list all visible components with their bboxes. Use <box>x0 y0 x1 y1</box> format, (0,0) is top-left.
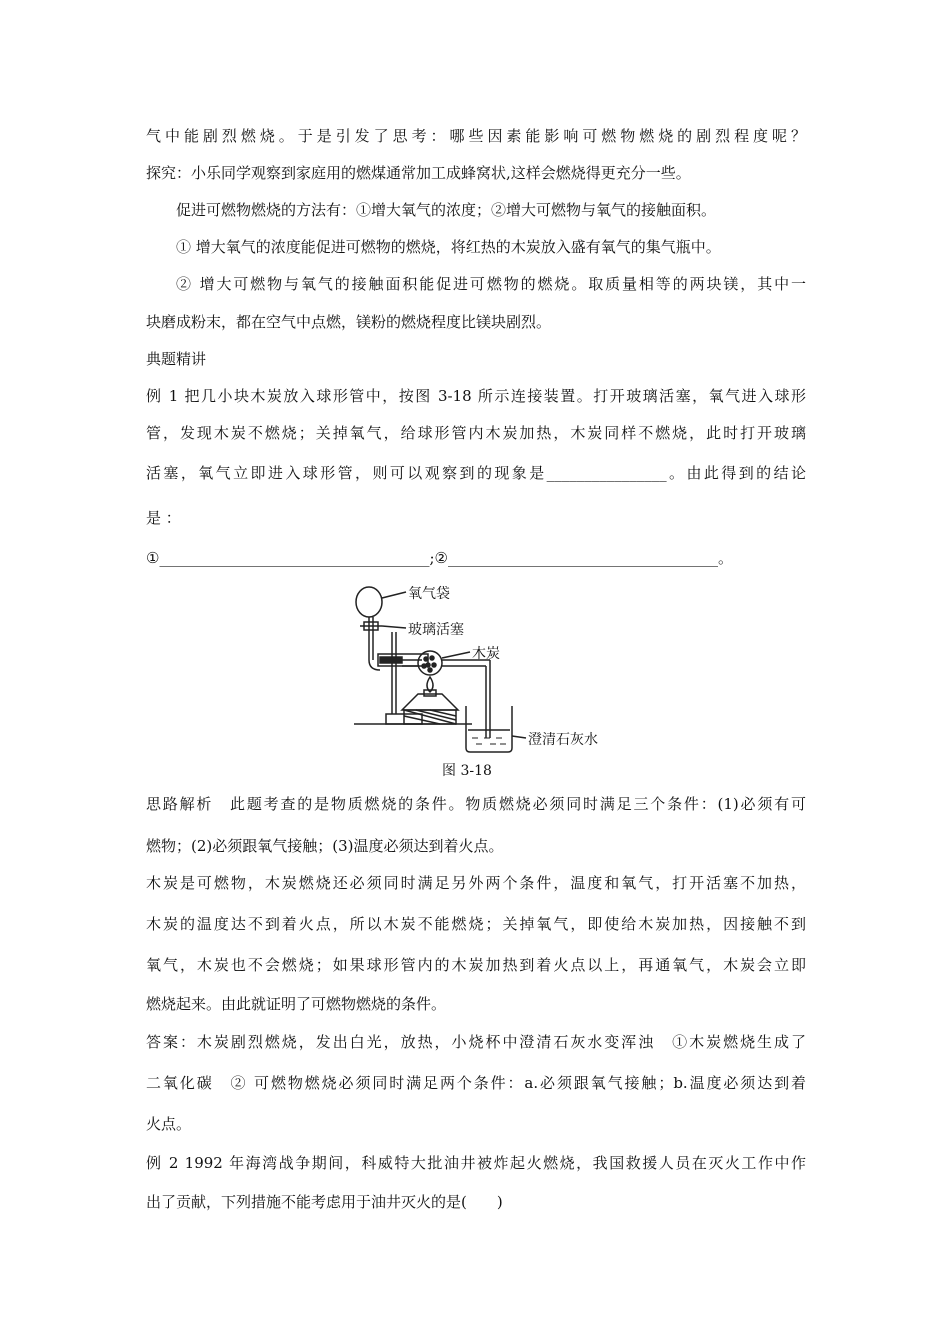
label-oxygen-bag: 氧气袋 <box>408 586 450 602</box>
paragraph-line: 例 2 1992 年海湾战争期间，科威特大批油井被炸起火燃烧，我国救援人员在灭火工作中作 <box>146 1154 806 1172</box>
paragraph-line: 促进可燃物燃烧的方法有：①增大氧气的浓度；②增大可燃物与氧气的接触面积。 <box>176 201 717 219</box>
answer-blanks-line: ①____________________________________;②____________________________________。 <box>146 549 733 567</box>
paragraph-line: 燃物；(2)必须跟氧气接触；(3)温度必须达到着火点。 <box>146 837 504 855</box>
charcoal-pieces <box>422 656 436 672</box>
paragraph-line: 燃烧起来。由此就证明了可燃物燃烧的条件。 <box>146 995 447 1013</box>
paragraph-line: 木炭的温度达不到着火点，所以木炭不能燃烧；关掉氧气，即使给木炭加热，因接触不到 <box>146 915 806 933</box>
paragraph-line: 气中能剧烈燃烧。于是引发了思考：哪些因素能影响可燃物燃烧的剧烈程度呢？ <box>146 127 806 145</box>
beaker <box>466 706 512 752</box>
answer-line: 二氧化碳 ② 可燃物燃烧必须同时满足两个条件：a.必须跟氧气接触；b.温度必须达到着 <box>146 1074 806 1092</box>
paragraph-line: 思路解析 此题考查的是物质燃烧的条件。物质燃烧必须同时满足三个条件：(1)必须有可 <box>146 795 806 813</box>
paragraph-line: 例 1 把几小块木炭放入球形管中，按图 3-18 所示连接装置。打开玻璃活塞，氧气进入球形 <box>146 387 806 405</box>
paragraph-line: 探究：小乐同学观察到家庭用的燃煤通常加工成蜂窝状,这样会燃烧得更充分一些。 <box>146 164 691 182</box>
paragraph-line: 是 ： <box>146 509 181 527</box>
paragraph-line: ① 增大氧气的浓度能促进可燃物的燃烧，将红热的木炭放入盛有氧气的集气瓶中。 <box>176 238 721 256</box>
paragraph-line: 木炭是可燃物，木炭燃烧还必须同时满足另外两个条件，温度和氧气，打开活塞不加热， <box>146 874 806 892</box>
paragraph-line: 活塞，氧气立即进入球形管，则可以观察到的现象是________________。由此得到的结论 <box>146 464 806 482</box>
paragraph-line: 出了贡献，下列措施不能考虑用于油井灭火的是( ) <box>146 1193 503 1211</box>
answer-line: 答案：木炭剧烈燃烧，发出白光，放热，小烧杯中澄清石灰水变浑浊 ①木炭燃烧生成了 <box>146 1033 806 1051</box>
paragraph-line: 氧气，木炭也不会燃烧；如果球形管内的木炭加热到着火点以上，再通氧气，木炭会立即 <box>146 956 806 974</box>
answer-line: 火点。 <box>146 1115 192 1133</box>
paragraph-line: 块磨成粉末，都在空气中点燃，镁粉的燃烧程度比镁块剧烈。 <box>146 313 552 331</box>
paragraph-line: 管，发现木炭不燃烧；关掉氧气，给球形管内木炭加热，木炭同样不燃烧，此时打开玻璃 <box>146 424 806 442</box>
section-heading: 典题精讲 <box>146 350 207 368</box>
label-glass-stopcock: 玻璃活塞 <box>408 622 464 638</box>
limewater <box>472 738 506 744</box>
paragraph-line: ② 增大可燃物与氧气的接触面积能促进可燃物的燃烧。取质量相等的两块镁，其中一 <box>176 275 806 293</box>
oxygen-bag <box>356 587 382 617</box>
label-charcoal: 木炭 <box>472 646 500 662</box>
label-limewater: 澄清石灰水 <box>528 732 598 748</box>
figure-caption: 图 3-18 <box>442 763 492 779</box>
